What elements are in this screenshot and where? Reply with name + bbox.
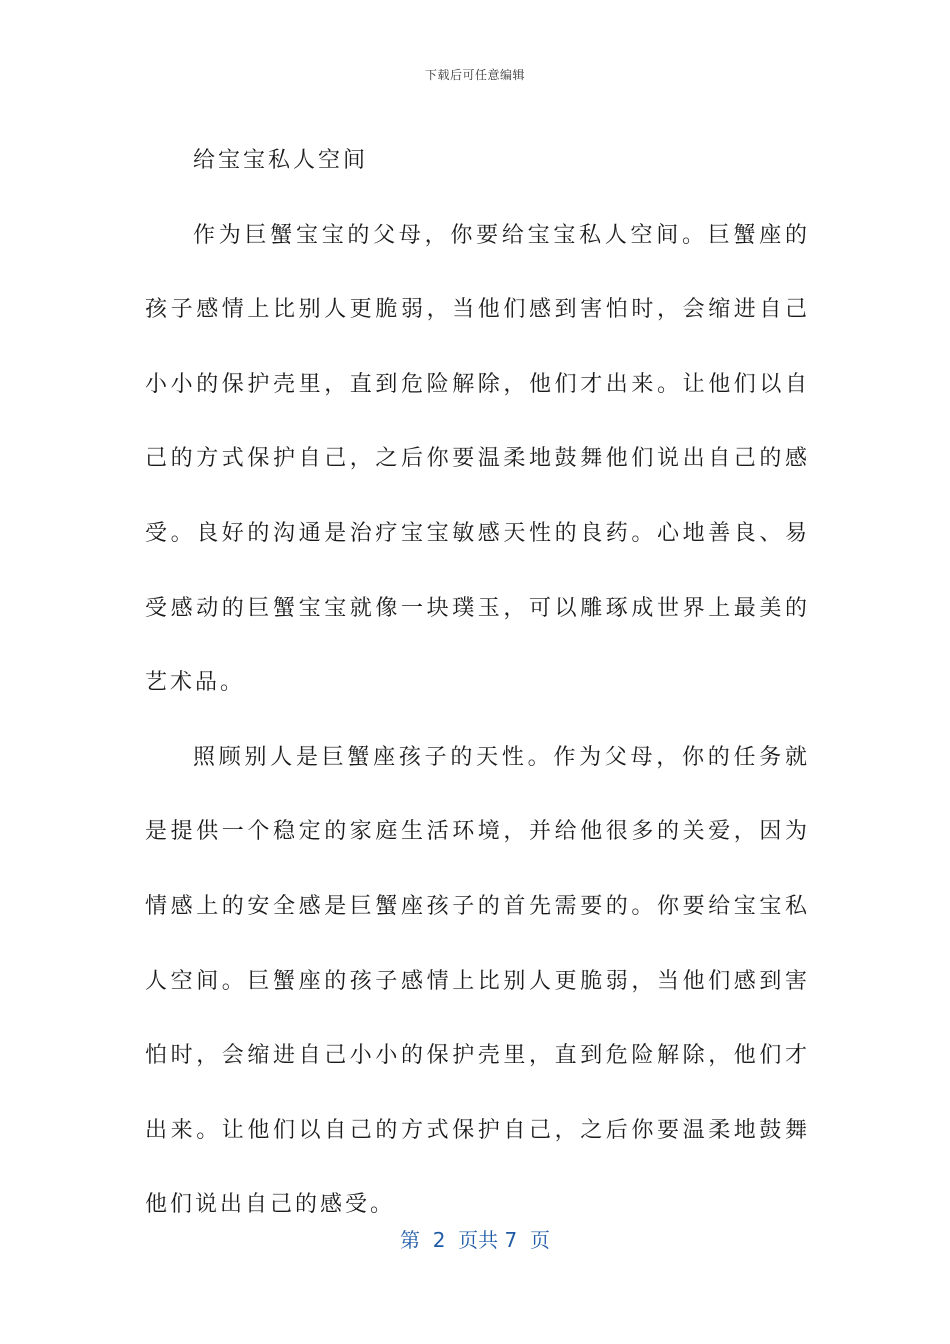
document-body [145,124,810,1243]
paragraph-2: 照顾别人是巨蟹座孩子的天性。作为父母，你的任务就是提供一个稳定的家庭生活环境，并给他很多的关爱，因为情感上的安全感是巨蟹座孩子的首先需要的。你要给宝宝私人空间。巨蟹座的孩子感情上比别人更脆弱，当他们感到害怕时，会缩进自己小小的保护壳里，直到危险解除，他们才出来。让他们以自己的方式保护自己，之后你要温柔地鼓舞他们说出自己的感受。 [145,744,810,1218]
header-note: 下载后可任意编辑 [424,68,525,82]
document-title: 给宝宝私人空间 [193,148,369,173]
page-number-footer: 第 2 页共 7 页 [400,1228,550,1252]
paragraph-1: 作为巨蟹宝宝的父母，你要给宝宝私人空间。巨蟹座的孩子感情上比别人更脆弱，当他们感到害怕时，会缩进自己小小的保护壳里，直到危险解除，他们才出来。让他们以自己的方式保护自己，之后你要温柔地鼓舞他们说出自己的感受。良好的沟通是治疗宝宝敏感天性的良药。心地善良、易受感动的巨蟹宝宝就像一块璞玉，可以雕琢成世界上最美的艺术品。 [145,222,810,696]
